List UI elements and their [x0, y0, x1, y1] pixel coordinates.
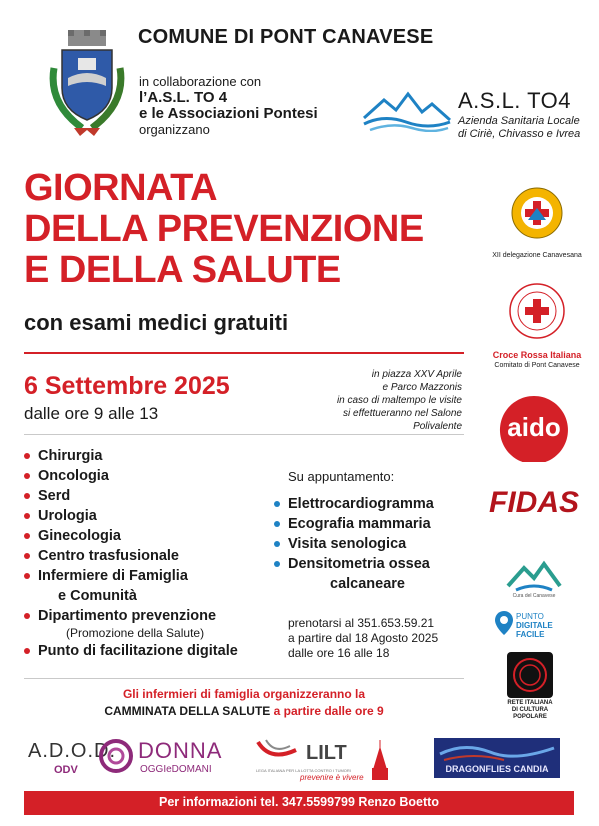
- croce-rossa-caption: Comitato di Pont Canavese: [494, 362, 580, 369]
- punto-line: PUNTO: [516, 612, 544, 621]
- event-date: 6 Settembre 2025: [24, 372, 230, 400]
- asl-sub-line: Azienda Sanitaria Locale: [458, 115, 580, 127]
- adod-odv: ODV: [54, 764, 78, 776]
- location-line: in caso di maltempo le visite: [336, 395, 462, 406]
- aido-logo: [492, 392, 576, 462]
- bullet-icon: [24, 513, 30, 519]
- bullet-icon: [24, 453, 30, 459]
- list-item: Dipartimento prevenzione (Promozione della Salute): [24, 606, 238, 641]
- event-location: [300, 368, 462, 433]
- donna-logo: DONNA: [138, 738, 223, 763]
- divider: [24, 434, 464, 435]
- punto-line: DIGITALE: [516, 621, 553, 630]
- location-line: e Parco Mazzonis: [382, 382, 462, 393]
- list-item: Visita senologica: [274, 534, 434, 554]
- bullet-icon: [274, 541, 280, 547]
- lilt-logo: LILT: [306, 742, 347, 764]
- walk-line: Gli infermieri di famiglia organizzeranno la: [122, 687, 366, 701]
- event-hours: dalle ore 9 alle 13: [24, 404, 159, 423]
- bullet-icon: [274, 521, 280, 527]
- footer-contact: Per informazioni tel. 347.5599799 Renzo Boetto: [159, 795, 439, 809]
- comune-heading: COMUNE DI PONT CANAVESE: [138, 26, 434, 48]
- spiral-icon: [507, 652, 553, 698]
- lilt-small: LEGA ITALIANA PER LA LOTTA CONTRO I TUMORI: [256, 768, 351, 773]
- bullet-icon: [24, 533, 30, 539]
- booking-line: a partire dal 18 Agosto 2025: [288, 631, 439, 645]
- collab-organizzano: organizzano: [139, 122, 210, 137]
- walk-time: a partire dalle ore 9: [270, 704, 384, 718]
- list-item: Ecografia mammaria: [274, 514, 434, 534]
- list-item-continuation: calcaneare: [330, 576, 405, 592]
- soccorso-caption: XII delegazione Canavesana: [492, 252, 582, 259]
- list-item: Serd: [24, 486, 238, 506]
- event-title: [24, 168, 424, 291]
- bullet-icon: [24, 473, 30, 479]
- mole-antonelliana-icon: [366, 738, 394, 786]
- location-line: si effettueranno nel Salone Polivalente: [343, 408, 462, 432]
- location-line: in piazza XXV Aprile: [371, 369, 462, 380]
- booking-line: prenotarsi al 351.653.59.21: [288, 616, 435, 630]
- list-item-continuation: e Comunità: [58, 588, 137, 604]
- bullet-icon: [24, 613, 30, 619]
- appointment-label: Su appuntamento:: [288, 469, 395, 484]
- booking-info: [288, 616, 438, 661]
- donna-swirl-icon: [98, 738, 134, 774]
- walk-title: CAMMINATA DELLA SALUTE: [104, 704, 271, 718]
- rete-cultura-logo: [507, 652, 553, 698]
- list-item-note: (Promozione della Salute): [66, 626, 205, 640]
- asl-subtitle: [458, 115, 580, 141]
- location-pin-icon: [494, 610, 514, 636]
- bullet-icon: [274, 501, 280, 507]
- svg-text:aido: aido: [507, 412, 561, 442]
- collab-asl: l’A.S.L. TO 4: [139, 89, 228, 106]
- walk-announcement: [24, 686, 464, 720]
- asl-wave-logo: [362, 88, 452, 132]
- list-item: Urologia: [24, 506, 238, 526]
- title-line: E DELLA SALUTE: [24, 249, 341, 291]
- list-item: Chirurgia: [24, 446, 238, 466]
- bullet-icon: [274, 561, 280, 567]
- punto-digitale-logo: [516, 612, 553, 639]
- bullet-icon: [24, 553, 30, 559]
- adod-logo: A.D.O.D.: [28, 740, 117, 762]
- collab-associazioni: e le Associazioni Pontesi: [139, 105, 318, 122]
- asl-sub-line: di Ciriè, Chivasso e Ivrea: [458, 128, 581, 140]
- svg-text:DRAGONFLIES CANDIA: DRAGONFLIES CANDIA: [445, 764, 549, 774]
- divider: [24, 352, 464, 354]
- services-list: [24, 446, 238, 661]
- croce-rossa-logo: [508, 282, 566, 340]
- soccorso-alpino-logo: [510, 186, 564, 240]
- list-item: Centro trasfusionale: [24, 546, 238, 566]
- collaboration-text: [139, 74, 318, 138]
- lilt-swoosh-icon: [256, 736, 304, 766]
- list-item: Elettrocardiogramma: [274, 494, 434, 514]
- title-line: DELLA PREVENZIONE: [24, 208, 424, 250]
- rete-line: DI CULTURA POPOLARE: [511, 707, 549, 720]
- asl-title: A.S.L. TO4: [458, 88, 572, 113]
- dragonflies-candia-logo: [434, 738, 560, 778]
- bullet-icon: [24, 493, 30, 499]
- croce-rossa-name: Croce Rossa Italiana: [492, 350, 582, 360]
- list-item: Oncologia: [24, 466, 238, 486]
- booking-line: dalle ore 16 alle 18: [288, 646, 390, 660]
- list-item: Punto di facilitazione digitale: [24, 641, 238, 661]
- divider: [24, 678, 464, 679]
- fidas-logo: [486, 480, 582, 522]
- bullet-icon: [24, 573, 30, 579]
- comune-crest-logo: [44, 28, 130, 140]
- walk-line: [24, 703, 464, 720]
- rete-cultura-caption: [496, 700, 564, 721]
- svg-text:Cura del Canavese: Cura del Canavese: [512, 593, 556, 598]
- event-subtitle: con esami medici gratuiti: [24, 310, 289, 335]
- title-line: GIORNATA: [24, 167, 218, 209]
- punto-line: FACILE: [516, 630, 545, 639]
- appointment-list: [274, 494, 434, 594]
- list-item: Ginecologia: [24, 526, 238, 546]
- svg-text:FIDAS: FIDAS: [489, 486, 579, 519]
- list-item: Densitometria ossea calcaneare: [274, 554, 434, 594]
- rete-line: RETE ITALIANA: [507, 700, 553, 706]
- list-item: Infermiere di Famiglia e Comunità: [24, 566, 238, 606]
- cura-canavese-logo: [506, 556, 562, 598]
- lilt-tagline: prevenire è vivere: [300, 773, 364, 782]
- bullet-icon: [24, 648, 30, 654]
- collab-line: in collaborazione con: [139, 74, 262, 89]
- donna-subtitle: OGGIeDOMANI: [140, 764, 212, 775]
